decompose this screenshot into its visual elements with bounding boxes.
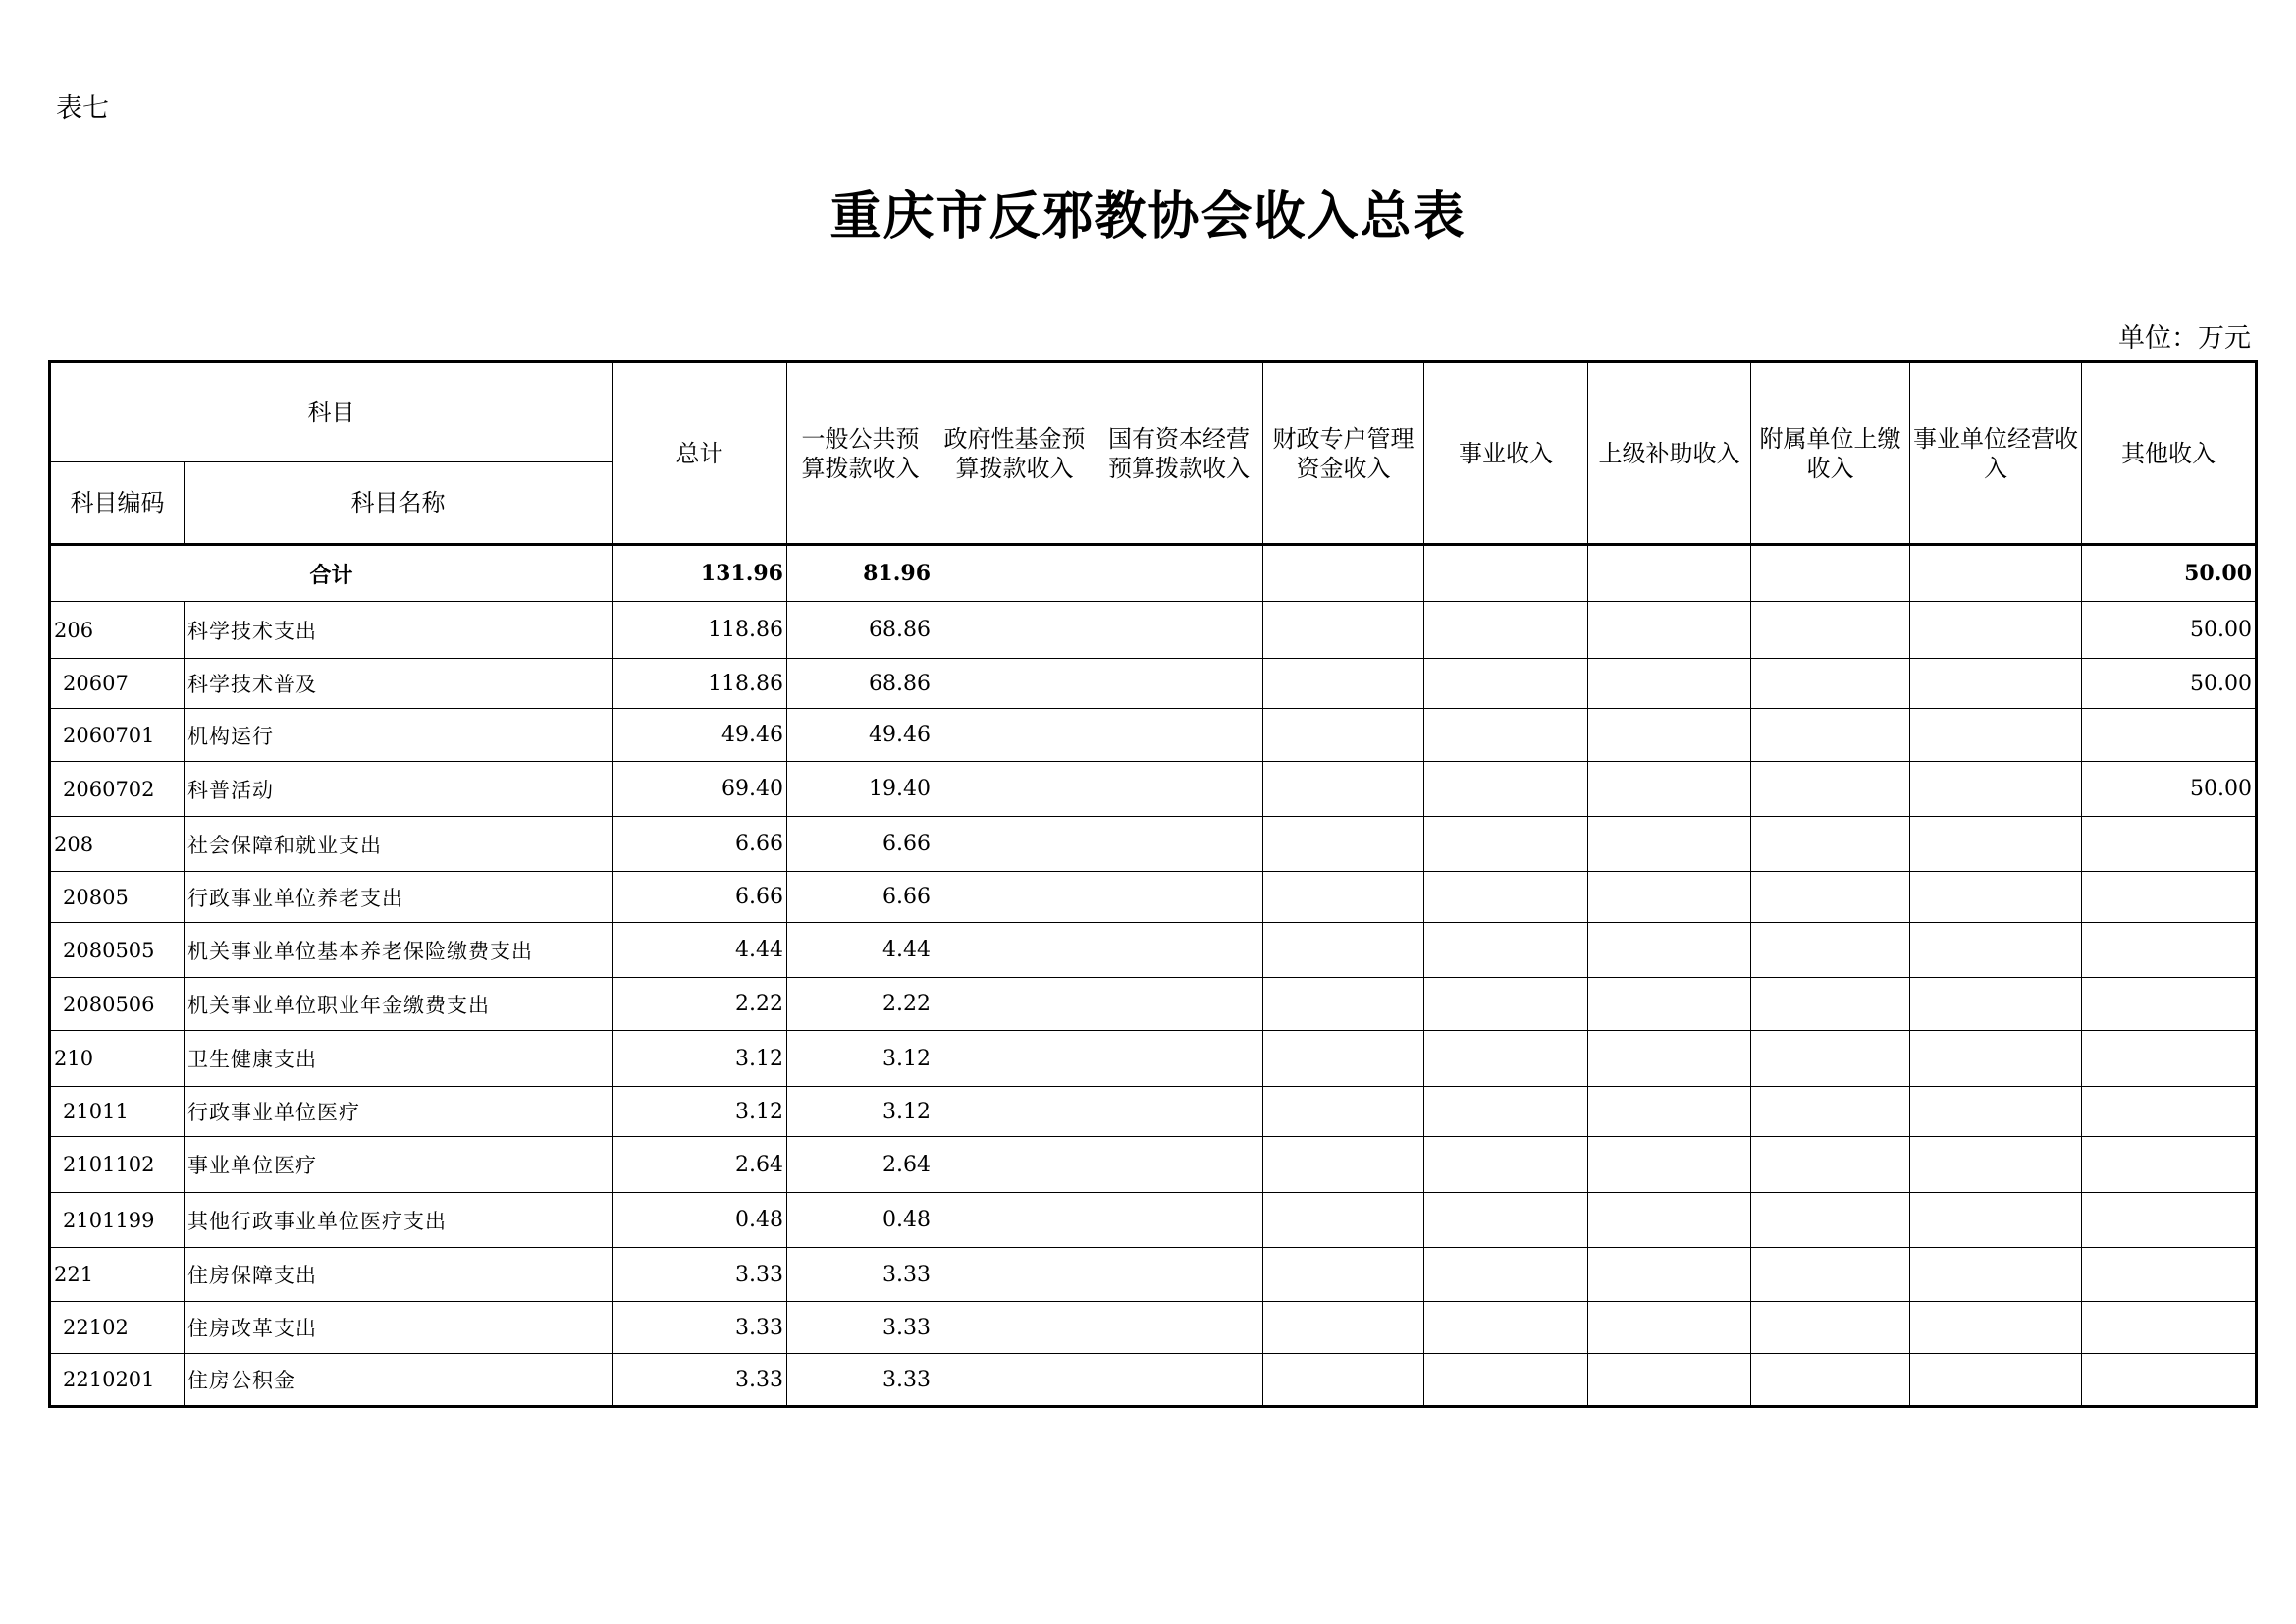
row-business-income bbox=[1424, 978, 1588, 1031]
income-summary-table bbox=[48, 360, 2258, 1408]
row-name: 科学技术普及 bbox=[185, 659, 613, 709]
row-name: 科学技术支出 bbox=[185, 602, 613, 659]
row-operating-income bbox=[1910, 762, 2082, 817]
row-operating-income bbox=[1910, 602, 2082, 659]
row-operating-income bbox=[1910, 978, 2082, 1031]
row-general-budget: 6.66 bbox=[787, 817, 934, 872]
row-special-fund bbox=[1263, 817, 1424, 872]
row-gov-fund bbox=[934, 1137, 1095, 1193]
row-state-capital bbox=[1095, 602, 1263, 659]
row-general-budget: 3.33 bbox=[787, 1302, 934, 1354]
row-code: 221 bbox=[50, 1248, 185, 1302]
row-operating-income bbox=[1910, 709, 2082, 762]
row-special-fund bbox=[1263, 1302, 1424, 1354]
summary-special-fund bbox=[1263, 545, 1424, 602]
table-row bbox=[50, 1137, 2257, 1193]
row-name: 行政事业单位养老支出 bbox=[185, 872, 613, 923]
row-total: 49.46 bbox=[613, 709, 787, 762]
row-business-income bbox=[1424, 1193, 1588, 1248]
row-code: 210 bbox=[50, 1031, 185, 1087]
unit-label: 单位：万元 bbox=[2118, 323, 2251, 353]
row-operating-income bbox=[1910, 1193, 2082, 1248]
row-superior-subsidy bbox=[1588, 1137, 1751, 1193]
row-other-income bbox=[2082, 1248, 2257, 1302]
row-affiliated-income bbox=[1751, 923, 1910, 978]
row-business-income bbox=[1424, 817, 1588, 872]
header-general-budget: 一般公共预算拨款收入 bbox=[787, 362, 934, 545]
row-special-fund bbox=[1263, 1354, 1424, 1407]
row-gov-fund bbox=[934, 1031, 1095, 1087]
row-state-capital bbox=[1095, 1031, 1263, 1087]
row-other-income: 50.00 bbox=[2082, 659, 2257, 709]
row-general-budget: 68.86 bbox=[787, 659, 934, 709]
row-name: 住房公积金 bbox=[185, 1354, 613, 1407]
summary-gov-fund bbox=[934, 545, 1095, 602]
row-business-income bbox=[1424, 762, 1588, 817]
row-other-income: 50.00 bbox=[2082, 762, 2257, 817]
row-name: 机关事业单位基本养老保险缴费支出 bbox=[185, 923, 613, 978]
row-business-income bbox=[1424, 1137, 1588, 1193]
row-affiliated-income bbox=[1751, 709, 1910, 762]
row-name: 行政事业单位医疗 bbox=[185, 1087, 613, 1137]
row-gov-fund bbox=[934, 1087, 1095, 1137]
row-total: 2.64 bbox=[613, 1137, 787, 1193]
row-code: 2060702 bbox=[50, 762, 185, 817]
table-row bbox=[50, 817, 2257, 872]
row-general-budget: 3.12 bbox=[787, 1087, 934, 1137]
row-operating-income bbox=[1910, 872, 2082, 923]
row-total: 2.22 bbox=[613, 978, 787, 1031]
row-state-capital bbox=[1095, 659, 1263, 709]
row-code: 22102 bbox=[50, 1302, 185, 1354]
header-state-capital: 国有资本经营预算拨款收入 bbox=[1095, 362, 1263, 545]
row-gov-fund bbox=[934, 602, 1095, 659]
table-row bbox=[50, 1302, 2257, 1354]
row-affiliated-income bbox=[1751, 872, 1910, 923]
row-superior-subsidy bbox=[1588, 872, 1751, 923]
row-code: 21011 bbox=[50, 1087, 185, 1137]
summary-operating-income bbox=[1910, 545, 2082, 602]
row-total: 3.33 bbox=[613, 1248, 787, 1302]
row-business-income bbox=[1424, 1087, 1588, 1137]
row-general-budget: 2.64 bbox=[787, 1137, 934, 1193]
row-other-income bbox=[2082, 1354, 2257, 1407]
row-operating-income bbox=[1910, 817, 2082, 872]
row-special-fund bbox=[1263, 602, 1424, 659]
row-state-capital bbox=[1095, 1354, 1263, 1407]
row-affiliated-income bbox=[1751, 1193, 1910, 1248]
row-operating-income bbox=[1910, 1031, 2082, 1087]
row-name: 机构运行 bbox=[185, 709, 613, 762]
row-special-fund bbox=[1263, 762, 1424, 817]
row-general-budget: 3.12 bbox=[787, 1031, 934, 1087]
row-business-income bbox=[1424, 1248, 1588, 1302]
row-affiliated-income bbox=[1751, 602, 1910, 659]
summary-affiliated-income bbox=[1751, 545, 1910, 602]
row-special-fund bbox=[1263, 978, 1424, 1031]
row-special-fund bbox=[1263, 709, 1424, 762]
header-special-fund: 财政专户管理资金收入 bbox=[1263, 362, 1424, 545]
row-gov-fund bbox=[934, 709, 1095, 762]
row-gov-fund bbox=[934, 872, 1095, 923]
row-affiliated-income bbox=[1751, 1137, 1910, 1193]
table-row bbox=[50, 659, 2257, 709]
row-state-capital bbox=[1095, 1248, 1263, 1302]
summary-general-budget: 81.96 bbox=[787, 545, 934, 602]
row-other-income: 50.00 bbox=[2082, 602, 2257, 659]
row-superior-subsidy bbox=[1588, 659, 1751, 709]
row-affiliated-income bbox=[1751, 817, 1910, 872]
row-total: 0.48 bbox=[613, 1193, 787, 1248]
row-state-capital bbox=[1095, 1137, 1263, 1193]
page-title: 重庆市反邪教协会收入总表 bbox=[829, 187, 1467, 246]
row-special-fund bbox=[1263, 1193, 1424, 1248]
row-special-fund bbox=[1263, 1248, 1424, 1302]
row-total: 118.86 bbox=[613, 602, 787, 659]
row-other-income bbox=[2082, 709, 2257, 762]
row-gov-fund bbox=[934, 1193, 1095, 1248]
row-total: 3.12 bbox=[613, 1087, 787, 1137]
row-code: 2080505 bbox=[50, 923, 185, 978]
row-state-capital bbox=[1095, 817, 1263, 872]
row-general-budget: 68.86 bbox=[787, 602, 934, 659]
row-total: 118.86 bbox=[613, 659, 787, 709]
row-state-capital bbox=[1095, 1302, 1263, 1354]
table-row bbox=[50, 923, 2257, 978]
row-general-budget: 4.44 bbox=[787, 923, 934, 978]
header-total: 总计 bbox=[613, 362, 787, 545]
row-name: 社会保障和就业支出 bbox=[185, 817, 613, 872]
table-row bbox=[50, 978, 2257, 1031]
row-name: 住房改革支出 bbox=[185, 1302, 613, 1354]
summary-label: 合计 bbox=[50, 545, 613, 602]
row-code: 2060701 bbox=[50, 709, 185, 762]
row-name: 科普活动 bbox=[185, 762, 613, 817]
row-business-income bbox=[1424, 923, 1588, 978]
row-code: 20805 bbox=[50, 872, 185, 923]
row-gov-fund bbox=[934, 817, 1095, 872]
row-general-budget: 2.22 bbox=[787, 978, 934, 1031]
row-general-budget: 3.33 bbox=[787, 1354, 934, 1407]
row-business-income bbox=[1424, 1354, 1588, 1407]
row-name: 其他行政事业单位医疗支出 bbox=[185, 1193, 613, 1248]
row-affiliated-income bbox=[1751, 1031, 1910, 1087]
row-special-fund bbox=[1263, 1087, 1424, 1137]
row-state-capital bbox=[1095, 923, 1263, 978]
row-gov-fund bbox=[934, 978, 1095, 1031]
row-other-income bbox=[2082, 1137, 2257, 1193]
row-operating-income bbox=[1910, 1354, 2082, 1407]
row-total: 3.33 bbox=[613, 1302, 787, 1354]
table-row bbox=[50, 1248, 2257, 1302]
table-header bbox=[50, 362, 2257, 545]
header-other-income: 其他收入 bbox=[2082, 362, 2257, 545]
row-other-income bbox=[2082, 1193, 2257, 1248]
row-superior-subsidy bbox=[1588, 1354, 1751, 1407]
row-superior-subsidy bbox=[1588, 817, 1751, 872]
summary-total: 131.96 bbox=[613, 545, 787, 602]
row-gov-fund bbox=[934, 659, 1095, 709]
row-gov-fund bbox=[934, 923, 1095, 978]
row-other-income bbox=[2082, 872, 2257, 923]
row-code: 206 bbox=[50, 602, 185, 659]
row-total: 3.33 bbox=[613, 1354, 787, 1407]
row-code: 2210201 bbox=[50, 1354, 185, 1407]
summary-other-income: 50.00 bbox=[2082, 545, 2257, 602]
row-business-income bbox=[1424, 872, 1588, 923]
header-subject-group: 科目 bbox=[50, 362, 613, 462]
row-gov-fund bbox=[934, 1248, 1095, 1302]
table-row bbox=[50, 602, 2257, 659]
table-row bbox=[50, 709, 2257, 762]
row-special-fund bbox=[1263, 872, 1424, 923]
row-name: 机关事业单位职业年金缴费支出 bbox=[185, 978, 613, 1031]
header-affiliated-income: 附属单位上缴收入 bbox=[1751, 362, 1910, 545]
row-special-fund bbox=[1263, 923, 1424, 978]
row-other-income bbox=[2082, 978, 2257, 1031]
row-superior-subsidy bbox=[1588, 1302, 1751, 1354]
summary-row bbox=[50, 545, 2257, 602]
table-row bbox=[50, 1087, 2257, 1137]
row-total: 3.12 bbox=[613, 1031, 787, 1087]
header-business-income: 事业收入 bbox=[1424, 362, 1588, 545]
row-gov-fund bbox=[934, 1354, 1095, 1407]
row-superior-subsidy bbox=[1588, 709, 1751, 762]
row-other-income bbox=[2082, 1087, 2257, 1137]
row-other-income bbox=[2082, 817, 2257, 872]
row-affiliated-income bbox=[1751, 1248, 1910, 1302]
row-gov-fund bbox=[934, 762, 1095, 817]
row-total: 4.44 bbox=[613, 923, 787, 978]
row-general-budget: 6.66 bbox=[787, 872, 934, 923]
row-state-capital bbox=[1095, 1087, 1263, 1137]
row-affiliated-income bbox=[1751, 762, 1910, 817]
row-superior-subsidy bbox=[1588, 978, 1751, 1031]
row-name: 住房保障支出 bbox=[185, 1248, 613, 1302]
table-row bbox=[50, 1193, 2257, 1248]
row-code: 20607 bbox=[50, 659, 185, 709]
row-affiliated-income bbox=[1751, 1354, 1910, 1407]
row-code: 2080506 bbox=[50, 978, 185, 1031]
row-state-capital bbox=[1095, 1193, 1263, 1248]
table-row bbox=[50, 872, 2257, 923]
table-row bbox=[50, 1031, 2257, 1087]
table-row bbox=[50, 1354, 2257, 1407]
row-affiliated-income bbox=[1751, 1302, 1910, 1354]
row-superior-subsidy bbox=[1588, 602, 1751, 659]
row-superior-subsidy bbox=[1588, 1031, 1751, 1087]
row-business-income bbox=[1424, 602, 1588, 659]
row-other-income bbox=[2082, 1031, 2257, 1087]
row-name: 事业单位医疗 bbox=[185, 1137, 613, 1193]
row-general-budget: 49.46 bbox=[787, 709, 934, 762]
row-operating-income bbox=[1910, 1248, 2082, 1302]
row-affiliated-income bbox=[1751, 659, 1910, 709]
row-general-budget: 0.48 bbox=[787, 1193, 934, 1248]
row-gov-fund bbox=[934, 1302, 1095, 1354]
row-total: 69.40 bbox=[613, 762, 787, 817]
header-gov-fund: 政府性基金预算拨款收入 bbox=[934, 362, 1095, 545]
table-body bbox=[50, 545, 2257, 1407]
row-name: 卫生健康支出 bbox=[185, 1031, 613, 1087]
row-code: 2101199 bbox=[50, 1193, 185, 1248]
row-business-income bbox=[1424, 1302, 1588, 1354]
row-superior-subsidy bbox=[1588, 1248, 1751, 1302]
row-code: 208 bbox=[50, 817, 185, 872]
row-business-income bbox=[1424, 1031, 1588, 1087]
row-operating-income bbox=[1910, 659, 2082, 709]
row-other-income bbox=[2082, 1302, 2257, 1354]
row-special-fund bbox=[1263, 1137, 1424, 1193]
row-state-capital bbox=[1095, 709, 1263, 762]
row-total: 6.66 bbox=[613, 872, 787, 923]
row-special-fund bbox=[1263, 1031, 1424, 1087]
row-operating-income bbox=[1910, 1087, 2082, 1137]
summary-business-income bbox=[1424, 545, 1588, 602]
header-operating-income: 事业单位经营收入 bbox=[1910, 362, 2082, 545]
row-superior-subsidy bbox=[1588, 1193, 1751, 1248]
row-state-capital bbox=[1095, 978, 1263, 1031]
header-superior-subsidy: 上级补助收入 bbox=[1588, 362, 1751, 545]
summary-superior-subsidy bbox=[1588, 545, 1751, 602]
header-code: 科目编码 bbox=[50, 462, 185, 545]
header-name: 科目名称 bbox=[185, 462, 613, 545]
row-affiliated-income bbox=[1751, 1087, 1910, 1137]
row-business-income bbox=[1424, 659, 1588, 709]
row-total: 6.66 bbox=[613, 817, 787, 872]
row-affiliated-income bbox=[1751, 978, 1910, 1031]
row-general-budget: 3.33 bbox=[787, 1248, 934, 1302]
row-superior-subsidy bbox=[1588, 923, 1751, 978]
row-operating-income bbox=[1910, 1137, 2082, 1193]
summary-state-capital bbox=[1095, 545, 1263, 602]
row-operating-income bbox=[1910, 1302, 2082, 1354]
row-special-fund bbox=[1263, 659, 1424, 709]
row-superior-subsidy bbox=[1588, 762, 1751, 817]
row-superior-subsidy bbox=[1588, 1087, 1751, 1137]
row-state-capital bbox=[1095, 872, 1263, 923]
row-operating-income bbox=[1910, 923, 2082, 978]
row-code: 2101102 bbox=[50, 1137, 185, 1193]
row-other-income bbox=[2082, 923, 2257, 978]
table-number: 表七 bbox=[56, 93, 109, 124]
row-business-income bbox=[1424, 709, 1588, 762]
row-general-budget: 19.40 bbox=[787, 762, 934, 817]
row-state-capital bbox=[1095, 762, 1263, 817]
table-row bbox=[50, 762, 2257, 817]
